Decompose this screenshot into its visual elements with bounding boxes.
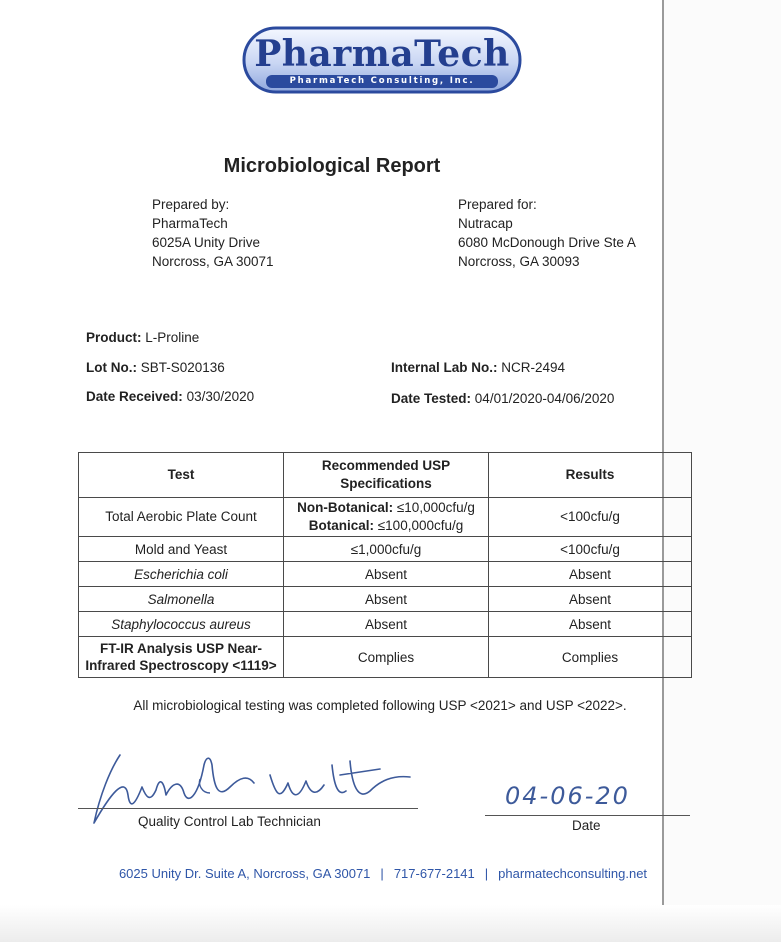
product-field [86,330,199,345]
header-specifications [284,453,489,498]
spec-label: Botanical: [308,518,375,533]
table-row [79,537,692,562]
prepared-by-line: PharmaTech [152,216,228,231]
cell-result: Complies [489,637,692,678]
prepared-by-line: 6025A Unity Drive [152,235,261,250]
footer-separator: | [484,866,489,881]
results-table [78,452,692,678]
header-spec-line: Specifications [340,476,432,491]
footer-contact [0,866,766,881]
lot-field [86,360,225,375]
prepared-for-block [458,195,636,271]
signature-label: Quality Control Lab Technician [138,814,321,829]
lot-value: SBT-S020136 [140,360,225,375]
cell-result: <100cfu/g [489,537,692,562]
footer-phone: 717-677-2141 [393,866,475,881]
signature-line [78,808,418,809]
date-tested-label: Date Tested: [391,391,472,406]
cell-result: Absent [489,612,692,637]
product-label: Product: [86,330,142,345]
prepared-for-line: Nutracap [458,216,513,231]
date-label: Date [572,818,601,833]
footer-address: 6025 Unity Dr. Suite A, Norcross, GA 30071 [118,866,371,881]
spec-value: ≤100,000cfu/g [374,518,464,533]
date-tested-field [391,391,614,406]
date-received-label: Date Received: [86,389,183,404]
cell-result: <100cfu/g [489,498,692,537]
spec-value: ≤10,000cfu/g [393,500,475,515]
cell-spec [284,498,489,537]
internal-lab-label: Internal Lab No.: [391,360,498,375]
cell-test: Staphylococcus aureus [79,612,284,637]
header-results: Results [489,453,692,498]
testing-footnote: All microbiological testing was completed following USP <2021> and USP <2022>. [133,698,627,713]
prepared-for-line: Norcross, GA 30093 [458,254,580,269]
cell-test: Escherichia coli [79,562,284,587]
internal-lab-field [391,360,565,375]
date-received-field [86,389,254,404]
report-title: Microbiological Report [223,155,441,177]
table-row [79,637,692,678]
date-line [485,815,690,816]
table-row [79,587,692,612]
prepared-by-block [152,195,274,271]
prepared-for-heading: Prepared for: [458,197,537,212]
table-header-row [79,453,692,498]
table-row [79,498,692,537]
spec-botanical [288,517,484,535]
prepared-by-line: Norcross, GA 30071 [152,254,274,269]
cell-test: Total Aerobic Plate Count [79,498,284,537]
logo-wordmark: PharmaTech [254,33,510,75]
footer-separator: | [380,866,384,881]
logo-subtitle: PharmaTech Consulting, Inc. [289,76,475,86]
date-received-value: 03/30/2020 [186,389,255,404]
internal-lab-value: NCR-2494 [501,360,566,375]
spec-label: Non-Botanical: [297,500,394,515]
product-value: L-Proline [145,330,200,345]
spec-non-botanical [288,499,484,517]
table-row [79,562,692,587]
cell-spec: Absent [284,562,489,587]
cell-spec: Complies [284,637,489,678]
cell-test: Mold and Yeast [79,537,284,562]
cell-spec: Absent [284,587,489,612]
test-line: FT-IR Analysis USP Near- [99,641,263,656]
table-row [79,612,692,637]
cell-spec: Absent [284,612,489,637]
footer-website[interactable]: pharmatechconsulting.net [498,866,648,881]
prepared-for-line: 6080 McDonough Drive Ste A [458,235,636,250]
cell-result: Absent [489,587,692,612]
pharmatech-logo [242,26,522,94]
lot-label: Lot No.: [86,360,137,375]
header-test: Test [79,453,284,498]
handwritten-date: 04-06-20 [505,782,630,810]
cell-result: Absent [489,562,692,587]
prepared-by-heading: Prepared by: [152,197,230,212]
header-spec-line: Recommended USP [321,458,451,473]
cell-test [79,637,284,678]
cell-test: Salmonella [79,587,284,612]
cell-spec: ≤1,000cfu/g [284,537,489,562]
date-tested-value: 04/01/2020-04/06/2020 [474,391,615,406]
test-line: Infrared Spectroscopy <1119> [85,658,277,673]
page-bottom-shadow [0,905,781,942]
